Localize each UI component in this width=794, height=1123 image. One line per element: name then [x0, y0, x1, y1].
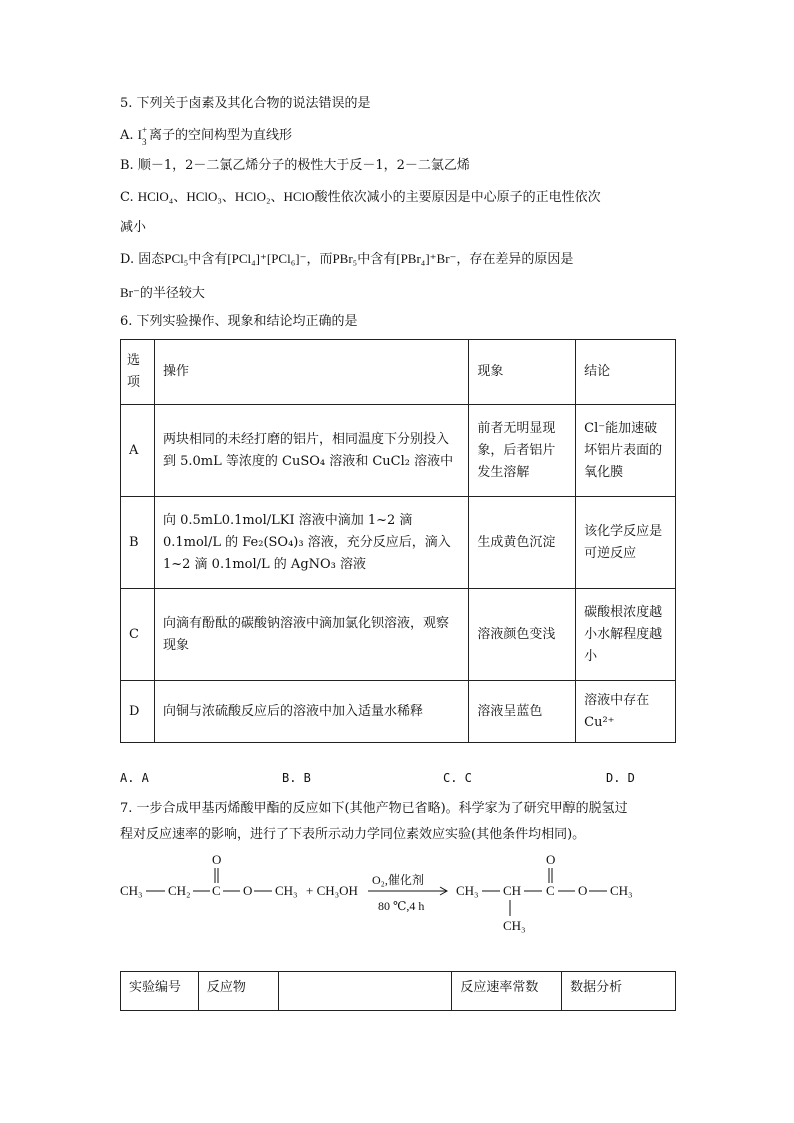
q5-option-d-cont: Br⁻的半径较大 [120, 285, 205, 301]
table-row [121, 589, 676, 681]
answer-option-d: D. D [606, 771, 635, 785]
eq-ch2: CH₂ [168, 883, 191, 898]
q7-table [120, 971, 676, 1011]
table-row [121, 497, 676, 589]
row-operation: 向滴有酚酞的碳酸钠溶液中滴加氯化钡溶液，观察现象 [154, 589, 468, 681]
header-option: 选项 [121, 340, 155, 405]
row-phenomenon: 溶液颜色变浅 [469, 589, 576, 681]
row-option: B [121, 497, 155, 589]
table-header-row [121, 340, 676, 405]
reaction-equation [110, 848, 670, 944]
row-operation: 两块相同的未经打磨的铝片，相同温度下分别投入到 5.0mL 等浓度的 CuSO₄ 溶液和 CuCl₂ 溶液中 [154, 405, 468, 497]
eq-condition-bottom: 80 ℃,4 h [378, 899, 425, 913]
q5-stem: 5. 下列关于卤素及其化合物的说法错误的是 [120, 96, 371, 111]
q7-stem-line2: 程对反应速率的影响，进行了下表所示动力学同位素效应实验(其他条件均相同)。 [120, 827, 586, 842]
row-option: C [121, 589, 155, 681]
table-row [121, 405, 676, 497]
q5-option-b: B. 顺－1，2－二氯乙烯分子的极性大于反－1，2－二氯乙烯 [120, 158, 470, 173]
eq-product-c: C [546, 883, 555, 898]
eq-carbonyl-o: O [212, 852, 222, 867]
header-conclusion: 结论 [576, 340, 676, 405]
answer-option-a: A. A [120, 771, 149, 785]
eq-product-ch: CH [503, 883, 522, 898]
row-operation: 向铜与浓硫酸反应后的溶液中加入适量水稀释 [154, 681, 468, 743]
eq-product-carbonyl-o: O [546, 852, 556, 867]
q5-option-c-cont: 减小 [120, 220, 147, 235]
i3-ion: I + 3 [137, 125, 148, 147]
eq-product-ch3: CH₃ [456, 883, 479, 898]
eq-och3: CH₃ [275, 883, 298, 898]
answer-option-c: C. C [443, 771, 472, 785]
q7-stem-line1: 7. 一步合成甲基丙烯酸甲酯的反应如下(其他产物已省略)。科学家为了研究甲醇的脱氢过 [120, 801, 628, 816]
table-row [121, 681, 676, 743]
eq-product-och3: CH₃ [610, 883, 633, 898]
row-phenomenon: 前者无明显现象，后者铝片发生溶解 [469, 405, 576, 497]
eq-methanol: + CH₃OH [306, 883, 358, 898]
row-phenomenon: 生成黄色沉淀 [469, 497, 576, 589]
header-operation: 操作 [154, 340, 468, 405]
header-phenomenon: 现象 [469, 340, 576, 405]
header-reactant: 反应物 [198, 972, 278, 1011]
eq-ester-o: O [243, 883, 253, 898]
q6-table [120, 339, 676, 743]
eq-condition-top: O₂,催化剂 [372, 873, 424, 887]
q5-option-d: D. 固态PCl₅中含有[PCl₄]⁺[PCl₆]⁻，而PBr₅中含有[PBr₄]⁺Br⁻，存在差异的原因是 [120, 251, 574, 267]
q5-option-a: A. I + 3 离子的空间构型为直线形 [120, 125, 293, 147]
row-phenomenon: 溶液呈蓝色 [469, 681, 576, 743]
row-operation: 向 0.5mL0.1mol/LKI 溶液中滴加 1~2 滴 0.1mol/L 的 Fe₂(SO₄)₃ 溶液，充分反应后，滴入 1~2 滴 0.1mol/L 的 AgNO₃ 溶液 [154, 497, 468, 589]
row-conclusion: 溶液中存在 Cu²⁺ [576, 681, 676, 743]
row-conclusion: Cl⁻能加速破坏铝片表面的氧化膜 [576, 405, 676, 497]
eq-product-ester-o: O [578, 883, 588, 898]
eq-product-branch: CH₃ [503, 918, 526, 933]
row-option: D [121, 681, 155, 743]
row-conclusion: 碳酸根浓度越小水解程度越小 [576, 589, 676, 681]
header-rate-constant: 反应速率常数 [452, 972, 562, 1011]
header-blank [278, 972, 452, 1011]
q5-option-c: C. HClO₄、HClO₃、HClO₂、HClO酸性依次减小的主要原因是中心原子的正电性依次 [120, 189, 601, 205]
table-header-row [121, 972, 676, 1011]
header-data-analysis: 数据分析 [562, 972, 676, 1011]
header-experiment-number: 实验编号 [121, 972, 199, 1011]
row-conclusion: 该化学反应是可逆反应 [576, 497, 676, 589]
answer-option-b: B. B [282, 771, 311, 785]
row-option: A [121, 405, 155, 497]
q6-stem: 6. 下列实验操作、现象和结论均正确的是 [120, 314, 358, 329]
eq-ch3: CH₃ [120, 883, 143, 898]
eq-carbonyl-c: C [212, 883, 221, 898]
